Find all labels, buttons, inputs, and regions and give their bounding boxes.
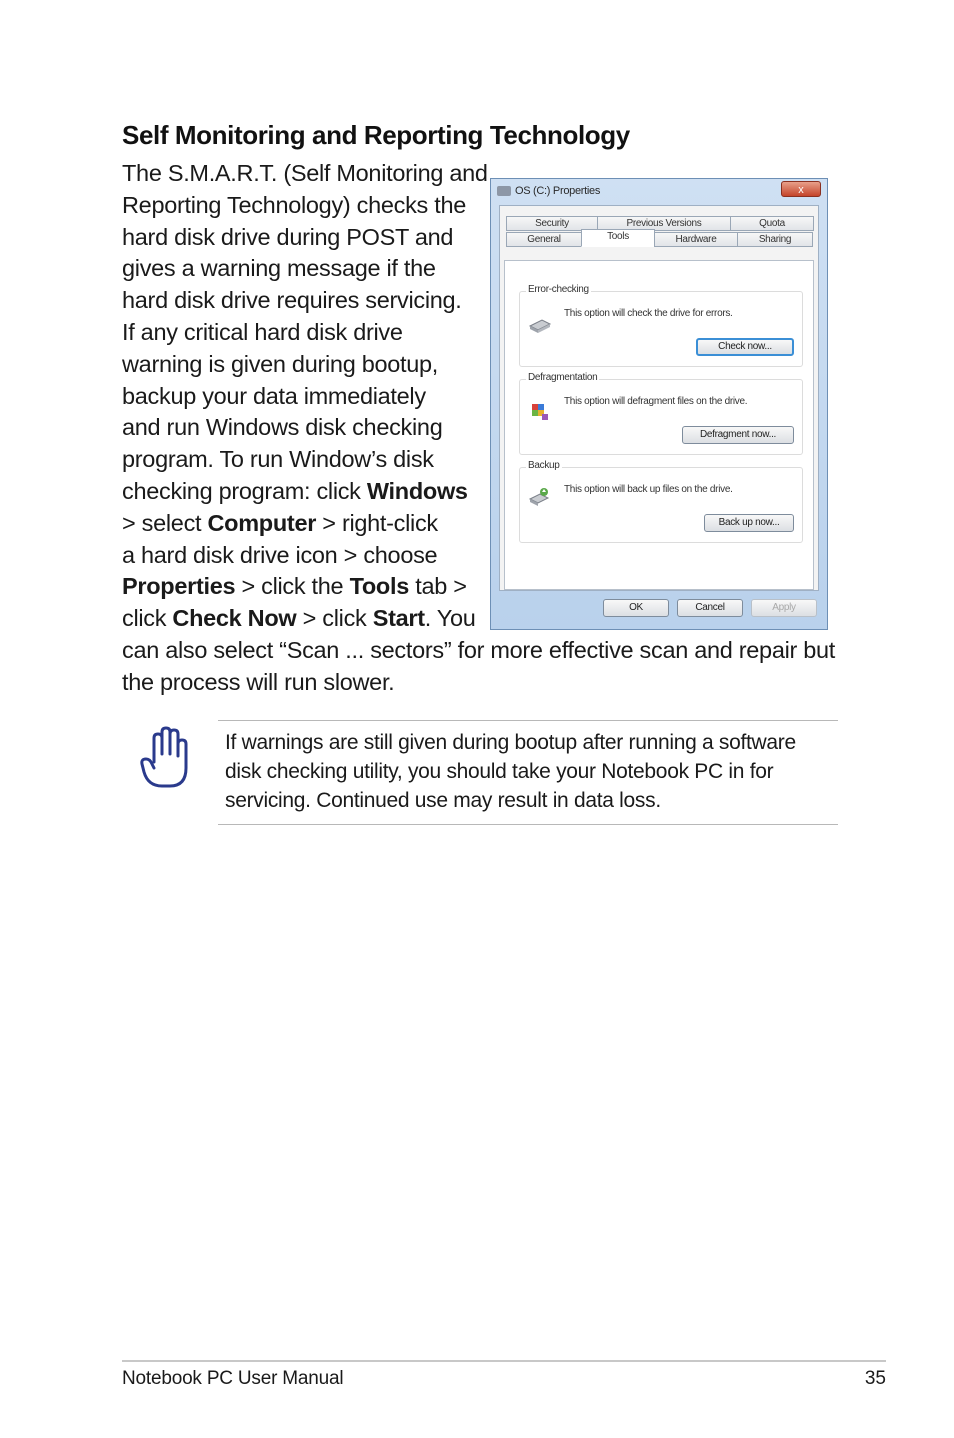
defragment-icon — [528, 400, 552, 422]
text-run: checking program: click — [122, 477, 367, 504]
cancel-button: Cancel — [677, 599, 743, 617]
body-line — [122, 635, 842, 667]
bold-term: Windows — [366, 477, 468, 504]
dialog-panel — [499, 205, 819, 591]
apply-button: Apply — [751, 599, 817, 617]
group-description: This option will defragment files on the drive. — [564, 396, 748, 407]
body-line — [122, 667, 842, 699]
bold-term: Properties — [122, 573, 236, 600]
note-line: If warnings are still given during bootup after running a software — [225, 731, 796, 754]
text-run: > right-click — [316, 509, 438, 536]
tab-security: Security — [506, 216, 598, 231]
text-run: the process will run slower. — [122, 668, 395, 695]
note-top-rule — [218, 720, 838, 721]
note-line: servicing. Continued use may result in data loss. — [225, 789, 661, 812]
page-number: 35 — [864, 1368, 886, 1389]
text-run: a hard disk drive icon > choose — [122, 541, 438, 568]
text-run: and run Windows disk checking — [122, 414, 443, 441]
text-run: > click the — [235, 573, 350, 600]
group-label: Backup — [528, 460, 560, 471]
group-description: This option will back up files on the drive. — [564, 484, 733, 495]
text-run: can also select “Scan ... sectors” for more effective scan and repair but — [122, 636, 836, 663]
dialog-titlebar — [491, 179, 827, 205]
dialog-title: OS (C:) Properties — [515, 185, 601, 197]
text-run: program. To run Window’s disk — [122, 446, 434, 473]
tab-tools: Tools — [581, 229, 655, 247]
bold-term: Check Now — [172, 605, 297, 632]
text-run: > click — [296, 605, 373, 632]
tab-quota: Quota — [730, 216, 814, 231]
text-run: gives a warning message if the — [122, 255, 436, 282]
group-description: This option will check the drive for errors. — [564, 308, 733, 319]
footer-title: Notebook PC User Manual — [122, 1368, 344, 1389]
tab-previous-versions: Previous Versions — [597, 216, 731, 231]
tab-row-bottom — [506, 232, 812, 247]
group-label: Defragmentation — [528, 372, 598, 383]
backup-group — [519, 460, 803, 543]
bold-term: Computer — [207, 509, 317, 536]
close-button: x — [781, 181, 821, 197]
tab-hardware: Hardware — [654, 232, 738, 247]
text-run: tab > — [408, 573, 467, 600]
footer-rule — [122, 1360, 886, 1362]
warning-note — [225, 728, 845, 815]
text-run: Reporting Technology) checks the — [122, 191, 466, 218]
text-run: hard disk drive during POST and — [122, 223, 454, 250]
drive-icon — [497, 186, 511, 196]
bold-term: Tools — [349, 573, 409, 600]
text-run: . You — [424, 605, 476, 632]
text-run: click — [122, 605, 173, 632]
defragment-now-button: Defragment now... — [682, 426, 794, 444]
tools-tab-content — [504, 260, 814, 590]
group-label: Error-checking — [528, 284, 589, 295]
text-run: warning is given during bootup, — [122, 350, 438, 377]
text-run: backup your data immediately — [122, 382, 426, 409]
text-run: If any critical hard disk drive — [122, 318, 403, 345]
text-run: hard disk drive requires servicing. — [122, 287, 462, 314]
bold-term: Start — [372, 605, 425, 632]
caution-hand-icon — [140, 724, 188, 790]
error-checking-group — [519, 284, 803, 367]
text-run: > select — [122, 509, 208, 536]
back-up-now-button: Back up now... — [704, 514, 794, 532]
ok-button: OK — [603, 599, 669, 617]
tab-row-top — [506, 216, 813, 231]
properties-dialog-screenshot — [490, 178, 828, 630]
text-run: The S.M.A.R.T. (Self Monitoring and — [122, 160, 488, 186]
hard-drive-icon — [528, 314, 552, 336]
check-now-button: Check now... — [696, 338, 794, 356]
tab-general: General — [506, 232, 582, 247]
note-bottom-rule — [218, 824, 838, 825]
note-line: disk checking utility, you should take your Notebook PC in for — [225, 760, 774, 783]
defragmentation-group — [519, 372, 803, 455]
section-heading: Self Monitoring and Reporting Technology — [122, 120, 630, 150]
tab-sharing: Sharing — [737, 232, 813, 247]
backup-icon — [528, 486, 552, 508]
